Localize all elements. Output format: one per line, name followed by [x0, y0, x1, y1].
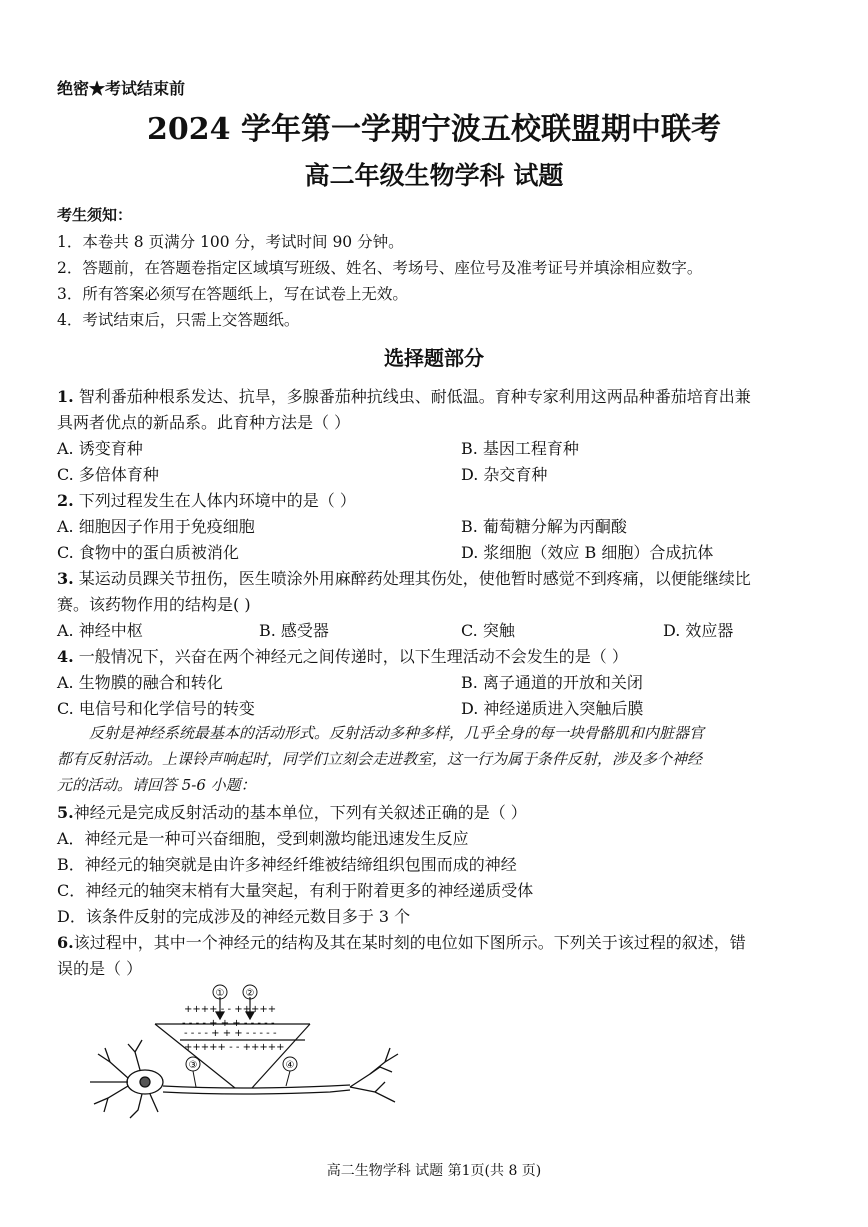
question-5-stem: [57, 800, 527, 823]
option-c: C. 电信号和化学信号的转变: [57, 699, 255, 718]
notice-item: 3．所有答案必须写在答题纸上，写在试卷上无效。: [57, 285, 408, 303]
confidential-label: 绝密★考试结束前: [57, 79, 186, 98]
notice-item: 4．考试结束后，只需上交答题纸。: [57, 311, 300, 329]
question-number: 3.: [57, 569, 74, 588]
question-text: 该过程中，其中一个神经元的结构及其在某时刻的电位如下图所示。下列关于该过程的叙述，错: [73, 933, 746, 952]
question-1-stem-cont: 具两者优点的新品系。此育种方法是（ ）: [57, 413, 351, 432]
question-number: 1.: [57, 387, 74, 406]
exam-title: 2024 学年第一学期宁波五校联盟期中联考: [147, 112, 721, 147]
option-d: D. 浆细胞（效应 B 细胞）合成抗体: [461, 543, 714, 562]
option-a: A．神经元是一种可兴奋细胞，受到刺激均能迅速发生反应: [57, 829, 469, 848]
charge-row: - - - - + + + - - - - -: [182, 1018, 275, 1029]
option-c: C. 食物中的蛋白质被消化: [57, 543, 239, 562]
passage-line: 反射是神经系统最基本的活动形式。反射活动多种多样，几乎全身的每一块骨骼肌和内脏器官: [89, 724, 705, 742]
question-3-stem: [57, 566, 751, 589]
neuron-axon: [163, 1085, 350, 1094]
option-c: C. 突触: [461, 621, 515, 640]
question-6-stem-cont: 误的是（ ）: [57, 959, 143, 978]
question-text: 下列过程发生在人体内环境中的是（ ）: [73, 491, 356, 510]
label-3: ③: [188, 1060, 198, 1071]
option-a: A. 细胞因子作用于免疫细胞: [57, 517, 255, 536]
question-2-stem: [57, 488, 356, 511]
axon-terminal: [350, 1048, 398, 1102]
page-footer: 高二生物学科 试题 第1页(共 8 页): [326, 1163, 542, 1179]
option-a: A. 生物膜的融合和转化: [57, 673, 223, 692]
option-d: D. 神经递质进入突触后膜: [461, 699, 644, 718]
option-d: D．该条件反射的完成涉及的神经元数目多于 3 个: [57, 907, 411, 926]
question-number: 6.: [57, 933, 74, 952]
question-6-stem: [57, 930, 746, 953]
option-d: D. 杂交育种: [461, 465, 548, 484]
neuron-figure: [80, 982, 510, 1122]
option-c: C. 多倍体育种: [57, 465, 159, 484]
notice-heading: 考生须知：: [57, 206, 133, 224]
option-b: B. 基因工程育种: [461, 439, 579, 458]
pointer-lines: [193, 1071, 290, 1087]
question-number: 5.: [57, 803, 74, 822]
label-1: ①: [215, 988, 225, 999]
question-3-stem-cont: 赛。该药物作用的结构是( ): [57, 595, 251, 614]
notice-item: 2．答题前，在答题卷指定区域填写班级、姓名、考场号、座位号及准考证号并填涂相应数字。: [57, 259, 703, 277]
option-c: C．神经元的轴突末梢有大量突起，有利于附着更多的神经递质受体: [57, 881, 534, 900]
option-d: D. 效应器: [663, 621, 734, 640]
question-4-stem: [57, 644, 628, 667]
option-b: B．神经元的轴突就是由许多神经纤维被结缔组织包围而成的神经: [57, 855, 517, 874]
charge-row: - - - - + + + - - - - -: [184, 1028, 277, 1039]
question-text: 智利番茄种根系发达、抗旱，多腺番茄种抗线虫、耐低温。育种专家利用这两品种番茄培育出兼: [73, 387, 751, 406]
label-2: ②: [245, 988, 255, 999]
option-a: A. 诱变育种: [57, 439, 143, 458]
exam-subtitle: 高二年级生物学科 试题: [304, 161, 564, 190]
label-4: ④: [285, 1060, 295, 1071]
option-a: A. 神经中枢: [57, 621, 143, 640]
charge-row: +++++ - - +++++: [184, 1042, 285, 1053]
neuron-cell-body: [90, 1040, 163, 1118]
charge-row: ++++ - - +++++: [184, 1004, 277, 1015]
option-b: B. 感受器: [259, 621, 329, 640]
passage-line: 都有反射活动。上课铃声响起时，同学们立刻会走进教室，这一行为属于条件反射，涉及多个神经: [57, 750, 703, 768]
option-b: B. 葡萄糖分解为丙酮酸: [461, 517, 627, 536]
question-number: 2.: [57, 491, 74, 510]
question-text: 神经元是完成反射活动的基本单位，下列有关叙述正确的是（ ）: [73, 803, 527, 822]
notice-item: 1．本卷共 8 页满分 100 分，考试时间 90 分钟。: [57, 233, 404, 251]
section-title: 选择题部分: [384, 346, 484, 370]
passage-line: 元的活动。请回答 5-6 小题：: [57, 776, 256, 794]
question-text: 某运动员踝关节扭伤，医生喷涂外用麻醉药处理其伤处，使他暂时感觉不到疼痛，以便能继续比: [73, 569, 751, 588]
option-b: B. 离子通道的开放和关闭: [461, 673, 643, 692]
question-1-stem: [57, 384, 751, 407]
question-number: 4.: [57, 647, 74, 666]
question-text: 一般情况下，兴奋在两个神经元之间传递时，以下生理活动不会发生的是（ ）: [73, 647, 628, 666]
